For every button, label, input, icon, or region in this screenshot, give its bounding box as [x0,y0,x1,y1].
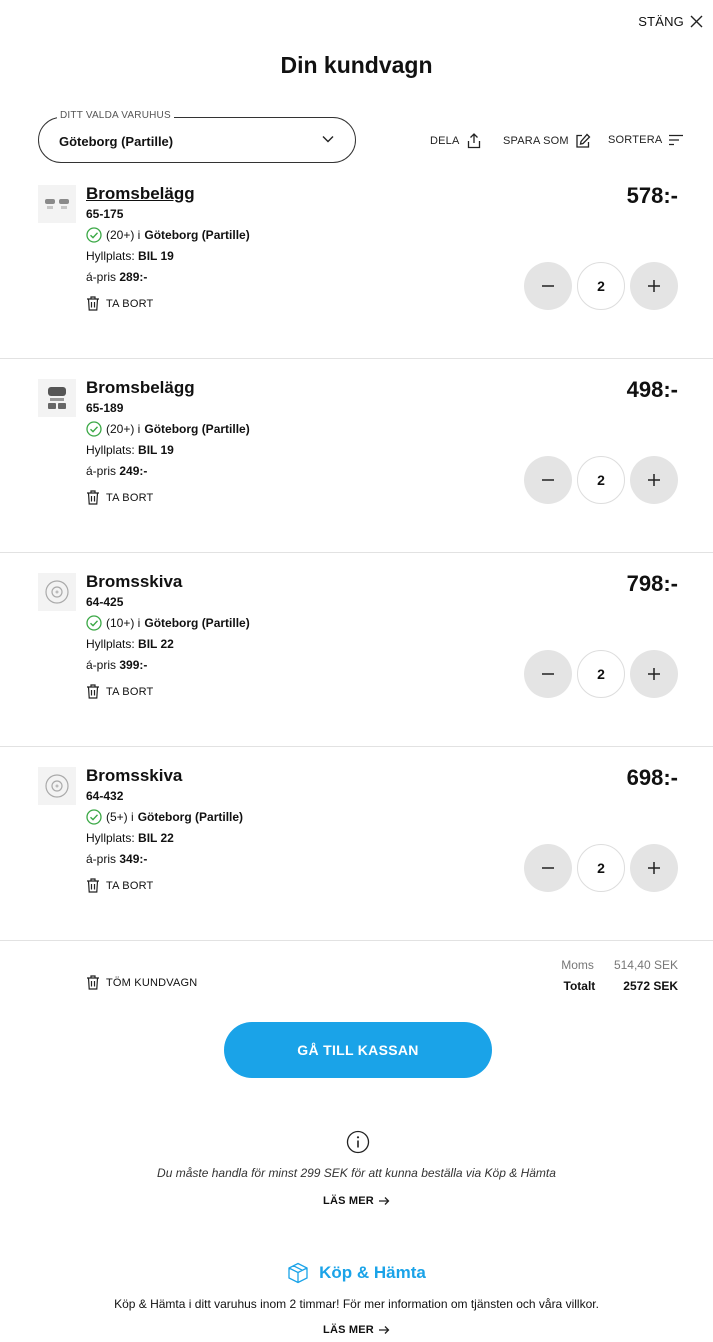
package-icon [287,1262,309,1284]
check-circle-icon [86,615,102,631]
read-more-link[interactable] [0,1324,713,1336]
read-more-label: LÄS MER [323,1324,374,1336]
article-number: 65-189 [86,401,124,415]
stock-count: (20+) i [106,422,141,436]
minus-icon [541,279,555,293]
total-row [564,979,678,993]
page-title: Din kundvagn [280,52,433,78]
increase-quantity-button[interactable] [630,456,678,504]
shelf-location [86,831,174,845]
store-select[interactable] [38,110,356,163]
unit-price-value: 289:- [119,270,148,284]
sort-button[interactable] [608,133,684,147]
save-as-button[interactable] [503,133,591,149]
stock-store: Göteborg (Partille) [144,616,250,630]
remove-button[interactable] [86,684,153,699]
quantity-field[interactable]: 2 [577,844,625,892]
shelf-value: BIL 22 [138,831,174,845]
quantity-field[interactable]: 2 [577,262,625,310]
stock-status [86,809,243,825]
unit-price-value: 249:- [119,464,148,478]
product-thumbnail[interactable] [38,573,76,611]
remove-label: TA BORT [106,297,154,310]
article-number: 64-425 [86,595,124,609]
remove-button[interactable] [86,296,153,311]
product-name[interactable]: Bromsskiva [86,766,183,785]
shelf-label: Hyllplats: [86,249,135,263]
item-price: 698:- [626,765,678,790]
check-circle-icon [86,227,102,243]
minimum-order-notice: Du måste handla för minst 299 SEK för att kunna beställa via Köp & Hämta [157,1166,556,1180]
cart-item [0,165,713,359]
remove-button[interactable] [86,490,153,505]
stock-status [86,421,250,437]
chevron-down-icon [321,132,335,146]
vat-value: 514,40 SEK [613,958,678,972]
share-label: DELA [430,135,460,147]
minus-icon [541,667,555,681]
product-name[interactable]: Bromsskiva [86,572,183,591]
store-select-value: Göteborg (Partille) [59,134,174,149]
vat-label: Moms [561,958,594,972]
shelf-value: BIL 22 [138,637,174,651]
item-price: 578:- [626,183,678,208]
check-circle-icon [86,809,102,825]
empty-cart-button[interactable] [86,975,197,990]
save-as-label: SPARA SOM [503,135,569,147]
store-select-label: DITT VALDA VARUHUS [57,110,174,121]
close-icon [690,15,703,28]
stock-count: (5+) i [106,810,134,824]
edit-icon [575,133,591,149]
share-icon [466,133,482,149]
quantity-field[interactable]: 2 [577,456,625,504]
unit-price-value: 349:- [119,852,148,866]
sort-icon [668,133,684,147]
brake-pads-icon [42,193,72,215]
close-button[interactable] [638,14,703,29]
total-value: 2572 SEK [623,979,678,993]
increase-quantity-button[interactable] [630,650,678,698]
stock-store: Göteborg (Partille) [144,422,250,436]
decrease-quantity-button[interactable] [524,262,572,310]
decrease-quantity-button[interactable] [524,650,572,698]
vat-row [561,958,678,972]
quantity-field[interactable]: 2 [577,650,625,698]
item-price: 498:- [626,377,678,402]
minus-icon [541,861,555,875]
unit-price-label: á-pris [86,658,117,672]
unit-price-label: á-pris [86,464,117,478]
read-more-label: LÄS MER [323,1195,374,1207]
cart-item [0,359,713,553]
unit-price-label: á-pris [86,270,117,284]
shelf-value: BIL 19 [138,443,174,457]
trash-icon [86,684,100,699]
increase-quantity-button[interactable] [630,844,678,892]
trash-icon [86,296,100,311]
trash-icon [86,490,100,505]
shelf-label: Hyllplats: [86,443,135,457]
product-name[interactable]: Bromsbelägg [86,378,195,397]
trash-icon [86,878,100,893]
plus-icon [647,667,661,681]
shelf-label: Hyllplats: [86,637,135,651]
brake-disc-icon [42,771,72,801]
stock-count: (10+) i [106,616,141,630]
decrease-quantity-button[interactable] [524,844,572,892]
shelf-label: Hyllplats: [86,831,135,845]
share-button[interactable] [430,133,482,149]
info-icon [346,1130,370,1154]
shelf-location [86,637,174,651]
remove-button[interactable] [86,878,153,893]
product-thumbnail[interactable] [38,185,76,223]
unit-price [86,464,147,478]
plus-icon [647,473,661,487]
checkout-button[interactable]: GÅ TILL KASSAN [224,1022,492,1078]
brake-pads-icon [42,383,72,413]
total-label: Totalt [563,979,596,993]
product-thumbnail[interactable] [38,379,76,417]
arrow-right-icon [378,1324,390,1336]
minus-icon [541,473,555,487]
remove-label: TA BORT [106,491,154,504]
read-more-link[interactable] [0,1195,713,1207]
unit-price [86,852,147,866]
plus-icon [647,861,661,875]
cart-item [0,553,713,747]
stock-store: Göteborg (Partille) [144,228,250,242]
click-and-collect-heading [0,1262,713,1284]
empty-cart-label: TÖM KUNDVAGN [106,976,198,989]
check-circle-icon [86,421,102,437]
cart-item [0,747,713,941]
shelf-location [86,249,174,263]
increase-quantity-button[interactable] [630,262,678,310]
shelf-value: BIL 19 [138,249,174,263]
remove-label: TA BORT [106,879,154,892]
remove-label: TA BORT [106,685,154,698]
trash-icon [86,975,100,990]
stock-count: (20+) i [106,228,141,242]
brake-disc-icon [42,577,72,607]
plus-icon [647,279,661,293]
stock-store: Göteborg (Partille) [137,810,244,824]
click-and-collect-text: Köp & Hämta i ditt varuhus inom 2 timmar! För mer information om tjänsten och våra villkor. [114,1297,599,1311]
sort-label: SORTERA [608,134,663,146]
close-label: STÄNG [638,14,684,29]
article-number: 64-432 [86,789,124,803]
arrow-right-icon [378,1195,390,1207]
article-number: 65-175 [86,207,124,221]
item-price: 798:- [626,571,678,596]
unit-price [86,658,147,672]
stock-status [86,227,250,243]
product-name[interactable]: Bromsbelägg [86,184,195,203]
decrease-quantity-button[interactable] [524,456,572,504]
unit-price-value: 399:- [119,658,148,672]
product-thumbnail[interactable] [38,767,76,805]
stock-status [86,615,250,631]
click-and-collect-title: Köp & Hämta [319,1263,426,1282]
unit-price [86,270,147,284]
shelf-location [86,443,174,457]
unit-price-label: á-pris [86,852,117,866]
